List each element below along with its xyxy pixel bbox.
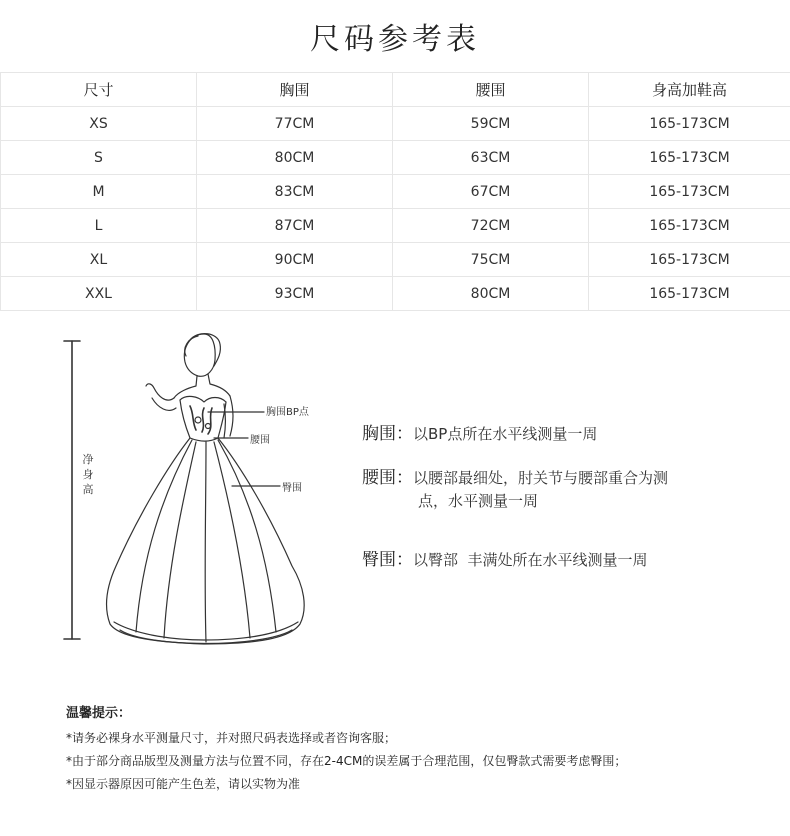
cell-waist: 72CM — [393, 209, 589, 243]
callout-bust-bp: 胸围BP点 — [266, 407, 309, 418]
cell-waist: 59CM — [393, 107, 589, 141]
desc-bust-text: 以BP点所在水平线测量一周 — [413, 425, 598, 443]
callout-waist: 腰围 — [250, 435, 270, 446]
cell-height: 165-173CM — [589, 277, 790, 311]
callout-hip: 臀围 — [282, 483, 302, 494]
header-size: 尺寸 — [1, 73, 197, 107]
desc-waist-term: 腰围： — [362, 468, 413, 488]
cell-size: XL — [1, 243, 197, 277]
desc-waist-text: 以腰部最细处，肘关节与腰部重合为测 — [413, 469, 669, 487]
cell-waist: 67CM — [393, 175, 589, 209]
desc-bust-term: 胸围： — [362, 424, 413, 444]
cell-bust: 90CM — [197, 243, 393, 277]
cell-bust: 83CM — [197, 175, 393, 209]
desc-waist-text-2: 点，水平测量一周 — [418, 492, 539, 510]
cell-bust: 93CM — [197, 277, 393, 311]
tip-line: *请务必裸身水平测量尺寸，并对照尺码表选择或者咨询客服； — [66, 731, 397, 745]
desc-waist — [362, 467, 668, 513]
cell-waist: 75CM — [393, 243, 589, 277]
header-bust: 胸围 — [197, 73, 393, 107]
cell-size: XS — [1, 107, 197, 141]
size-table — [0, 72, 790, 311]
ball-gown-sketch — [58, 326, 348, 656]
desc-hip-term: 臀围： — [362, 550, 413, 570]
tip-line: *因显示器原因可能产生色差，请以实物为准 — [66, 777, 301, 791]
desc-hip — [362, 549, 648, 572]
tip-line: *由于部分商品版型及测量方法与位置不同，存在2-4CM的误差属于合理范围，仅包臀款式需要考虑臀围； — [66, 754, 627, 768]
table-row — [1, 141, 790, 175]
desc-hip-text: 以臀部 丰满处所在水平线测量一周 — [413, 551, 648, 569]
cell-height: 165-173CM — [589, 243, 790, 277]
cell-waist: 80CM — [393, 277, 589, 311]
height-label: 净身高 — [82, 453, 94, 496]
cell-height: 165-173CM — [589, 175, 790, 209]
cell-height: 165-173CM — [589, 107, 790, 141]
page-title: 尺码参考表 — [310, 22, 480, 57]
table-header-row — [1, 73, 790, 107]
cell-size: XXL — [1, 277, 197, 311]
cell-bust: 80CM — [197, 141, 393, 175]
header-height: 身高加鞋高 — [589, 73, 790, 107]
header-waist: 腰围 — [393, 73, 589, 107]
cell-bust: 77CM — [197, 107, 393, 141]
desc-bust — [362, 423, 597, 446]
cell-height: 165-173CM — [589, 141, 790, 175]
cell-bust: 87CM — [197, 209, 393, 243]
tips-heading: 温馨提示： — [66, 706, 132, 721]
table-row — [1, 243, 790, 277]
table-row — [1, 277, 790, 311]
cell-waist: 63CM — [393, 141, 589, 175]
cell-size: M — [1, 175, 197, 209]
tips-section — [66, 702, 626, 798]
cell-size: S — [1, 141, 197, 175]
table-row — [1, 175, 790, 209]
cell-height: 165-173CM — [589, 209, 790, 243]
table-row — [1, 209, 790, 243]
cell-size: L — [1, 209, 197, 243]
table-row — [1, 107, 790, 141]
